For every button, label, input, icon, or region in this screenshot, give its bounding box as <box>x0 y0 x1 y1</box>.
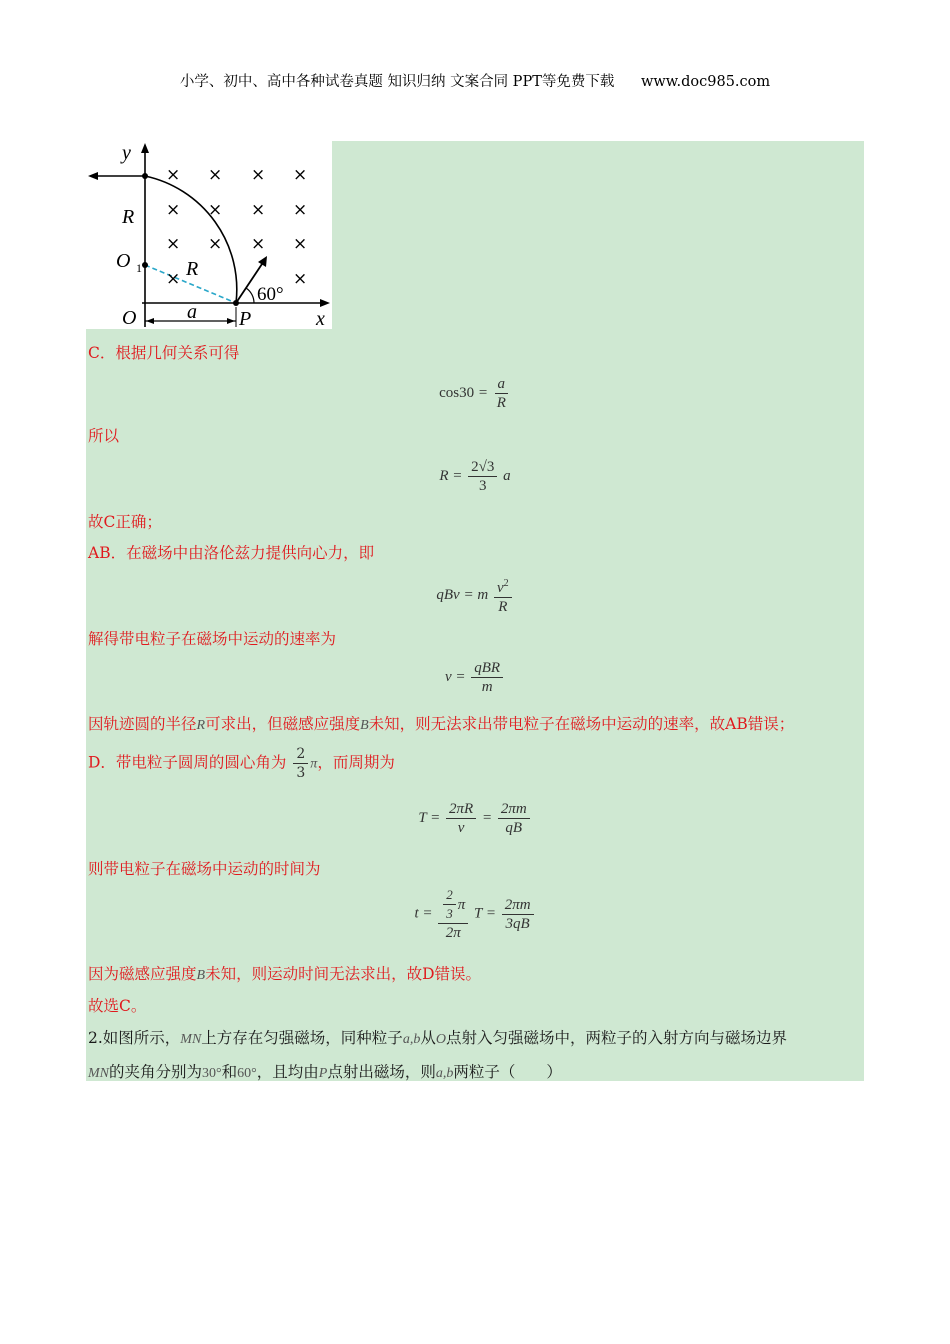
equation-time: t = $\frac{2}{3}$ π 2π T = $\frac{2\pi m}{3qB}$ <box>0 886 950 942</box>
speed-intro-text: 解得带电粒子在磁场中运动的速率为 <box>88 630 337 648</box>
suoyi-text: 所以 <box>88 427 120 445</box>
field-cross: × <box>208 200 223 220</box>
header-text: 小学、初中、高中各种试卷真题 知识归纳 文案合同 PPT等免费下载 <box>179 74 615 90</box>
equation-speed: v = $\frac{\text{qBR}}{m}$ <box>0 659 950 696</box>
angle-arc <box>246 288 254 303</box>
answer-choice: 故选C。 <box>88 997 147 1015</box>
ab-wrong-text: 因轨迹圆的半径R可求出，但磁感应强度B未知，则无法求出带电粒子在磁场中运动的速率，故AB错误； <box>88 715 795 733</box>
c-correct-text: 故C正确； <box>88 513 162 531</box>
x-axis-label: x <box>316 308 325 329</box>
velocity-arrow <box>258 256 267 267</box>
field-cross: × <box>166 234 181 254</box>
point-p <box>233 300 239 306</box>
equation-cos30: cos30 = $\frac{a}{R}$ <box>0 375 950 412</box>
equation-lorentz: qBv = m $\frac{v^2}{R}$ <box>0 575 950 616</box>
y-axis-label: y <box>122 142 131 164</box>
field-cross: × <box>251 200 266 220</box>
magnetic-field-figure <box>86 141 332 329</box>
header-url[interactable]: www.doc985.com <box>640 74 771 90</box>
question-2-line-2: MN的夹角分别为30°和60°，且均由P点射出磁场，则a,b两粒子（ ） <box>88 1063 562 1081</box>
equation-radius: R = $\frac{2√3}{3}$ a <box>439 459 511 494</box>
option-ab-intro: AB．在磁场中由洛伦兹力提供向心力，即 <box>88 544 375 562</box>
time-intro-text: 则带电粒子在磁场中运动的时间为 <box>88 860 321 878</box>
exit-velocity-arrow <box>88 172 98 180</box>
field-cross: × <box>166 165 181 185</box>
field-cross: × <box>208 165 223 185</box>
field-cross: × <box>293 200 308 220</box>
field-cross: × <box>166 269 181 289</box>
d-wrong-text: 因为磁感应强度B未知，则运动时间无法求出，故D错误。 <box>88 965 482 983</box>
field-cross: × <box>166 200 181 220</box>
field-cross: × <box>293 165 308 185</box>
y-axis-arrow <box>141 143 149 153</box>
field-cross: × <box>251 165 266 185</box>
radius-label-dashed: R <box>186 258 199 280</box>
center-label: O <box>116 250 131 272</box>
option-c-intro: C．根据几何关系可得 <box>88 344 240 362</box>
question-2-line-1: 2.如图所示，MN上方存在匀强磁场，同种粒子a,b从O点射入匀强磁场中，两粒子的入射方向与磁场边界 <box>88 1029 787 1047</box>
x-axis-arrow <box>320 299 330 307</box>
figure-svg <box>86 141 332 329</box>
field-cross: × <box>293 234 308 254</box>
field-cross: × <box>293 269 308 289</box>
point-p-label: P <box>239 308 252 329</box>
top-point <box>142 173 148 179</box>
angle-label: 60° <box>257 284 284 305</box>
distance-arrow-right <box>227 318 235 324</box>
distance-label: a <box>187 301 197 323</box>
equation-period: T = $\frac{2\pi R}{v}$ = $\frac{2\pi m}{qB}$ <box>0 800 950 837</box>
radius-label-vertical: R <box>122 206 135 228</box>
field-cross: × <box>208 234 223 254</box>
field-cross: × <box>251 234 266 254</box>
distance-arrow-left <box>146 318 154 324</box>
page-header <box>0 70 950 91</box>
origin-label: O <box>122 307 137 329</box>
option-d-intro: D．带电粒子圆周的圆心角为 $\frac{2}{3}$ π，而周期为 <box>88 746 395 781</box>
center-subscript: 1 <box>136 261 142 275</box>
center-point <box>142 262 148 268</box>
